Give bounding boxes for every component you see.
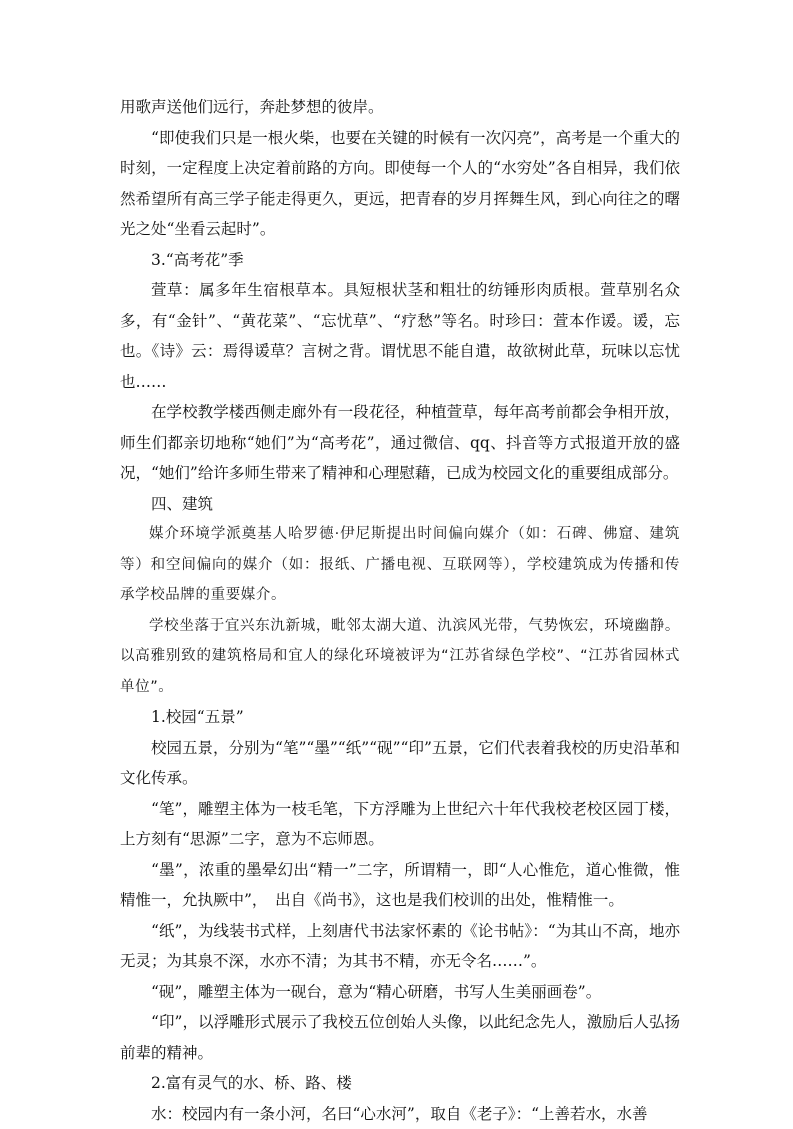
paragraph-continuation: 用歌声送他们远行，奔赴梦想的彼岸。 (120, 92, 680, 123)
paragraph-water: 水：校园内有一条小河，名曰“心水河”，取自《老子》：“上善若水，水善 (120, 1099, 680, 1129)
paragraph-brush: “笔”，雕塑主体为一枝毛笔，下方浮雕为上世纪六十年代我校老校区园丁楼，上方刻有“思源”二字，意为不忘师恩。 (120, 794, 680, 855)
paragraph-paper: “纸”，为线装书式样，上刻唐代书法家怀素的《论书帖》：“为其山不高，地亦无灵；为其泉不深，水亦不清；为其书不精，亦无令名……”。 (120, 916, 680, 977)
paragraph-daylily: 萱草：属多年生宿根草本。具短根状茎和粗壮的纺锤形肉质根。萱草别名众多，有“金针”、“黄花菜”、“忘忧草”、“疗愁”等名。时珍曰：萱本作谖。谖，忘也。《诗》云：焉得谖草？言树之背。谓忧思不能自遣，故欲树此草，玩味以忘忧也…… (120, 275, 680, 397)
paragraph-media-ecology: 媒介环境学派奠基人哈罗德·伊尼斯提出时间偏向媒介（如：石碑、佛窟、建筑等）和空间偏向的媒介（如：报纸、广播电视、互联网等），学校建筑成为传播和传承学校品牌的重要媒介。 (120, 519, 680, 611)
paragraph-seal: “印”，以浮雕形式展示了我校五位创始人头像，以此纪念先人，激励后人弘扬前辈的精神。 (120, 1007, 680, 1068)
paragraph-school-location: 学校坐落于宜兴东氿新城，毗邻太湖大道、氿滨风光带，气势恢宏，环境幽静。以高雅别致的建筑格局和宜人的绿化环境被评为“江苏省绿色学校”、“江苏省园林式单位”。 (120, 611, 680, 703)
section-heading-gaokao-flower: 3.“高考花”季 (120, 245, 680, 276)
paragraph-flower-path: 在学校教学楼西侧走廊外有一段花径，种植萱草，每年高考前都会争相开放，师生们都亲切地称“她们”为“高考花”，通过微信、qq、抖音等方式报道开放的盛况，“她们”给许多师生带来了精神和心理慰藉，已成为校园文化的重要组成部分。 (120, 397, 680, 489)
document-body (120, 92, 680, 1129)
paragraph-inkstone: “砚”，雕塑主体为一砚台，意为“精心研磨，书写人生美丽画卷”。 (120, 977, 680, 1008)
section-heading-architecture: 四、建筑 (120, 489, 680, 520)
section-heading-five-scenes: 1.校园“五景” (120, 702, 680, 733)
paragraph-five-scenes-intro: 校园五景，分别为“笔”“墨”“纸”“砚”“印”五景，它们代表着我校的历史沿革和文化传承。 (120, 733, 680, 794)
section-heading-water-bridge: 2.富有灵气的水、桥、路、楼 (120, 1068, 680, 1099)
paragraph-gaokao-moment: “即使我们只是一根火柴，也要在关键的时候有一次闪亮”，高考是一个重大的时刻，一定程度上决定着前路的方向。即使每一个人的“水穷处”各自相异，我们依然希望所有高三学子能走得更久，更远，把青春的岁月挥舞生风，到心向往之的曙光之处“坐看云起时”。 (120, 123, 680, 245)
paragraph-ink: “墨”，浓重的墨晕幻出“精一”二字，所谓精一，即“人心惟危，道心惟微，惟精惟一，允执厥中”， 出自《尚书》，这也是我们校训的出处，惟精惟一。 (120, 855, 680, 916)
